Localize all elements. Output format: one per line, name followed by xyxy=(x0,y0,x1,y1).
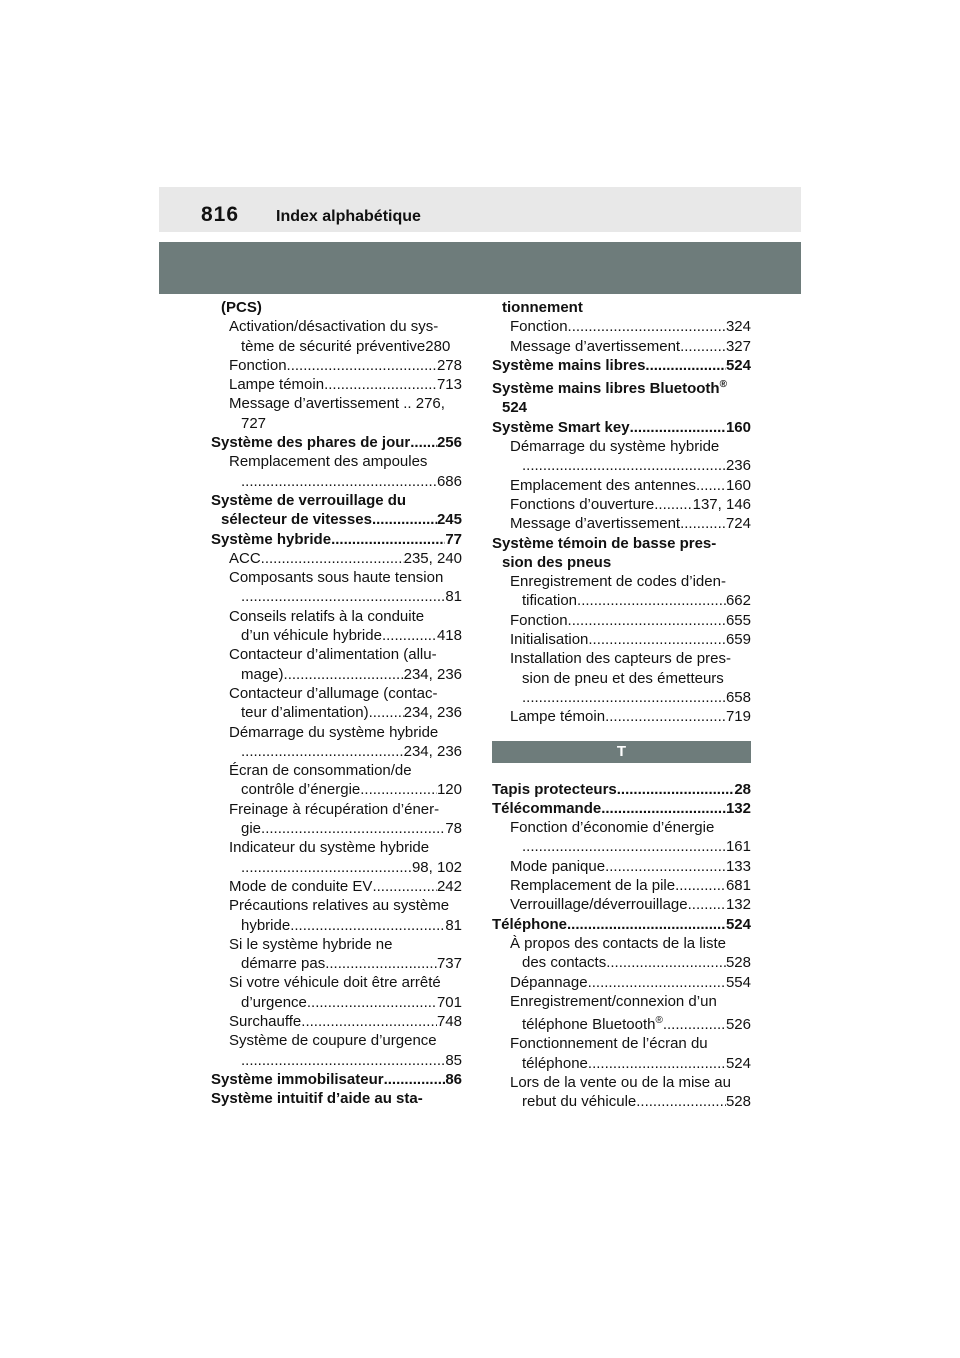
index-subentry-cont: ..... 161 xyxy=(492,837,751,856)
index-subentry-cont: d’un véhicule hybride ..... 418 xyxy=(211,626,462,645)
index-subentry: Remplacement des ampoules xyxy=(229,453,428,471)
index-entry: Système hybride ..... 77 xyxy=(211,530,462,549)
index-subentry-cont: ..... 81 xyxy=(211,587,462,606)
index-subentry-cont: sion de pneu et des émetteurs xyxy=(522,669,724,687)
index-entry: Téléphone ..... 524 xyxy=(492,915,751,934)
index-subentry: Message d’avertissement ..... 327 xyxy=(492,337,751,356)
index-subentry: Si votre véhicule doit être arrêté xyxy=(229,974,441,992)
index-subentry: Fonction ..... 324 xyxy=(492,317,751,336)
index-subentry-cont: 727 xyxy=(241,414,267,432)
index-entry: Système des phares de jour ..... 256 xyxy=(211,433,462,452)
index-subentry: Fonction d’économie d’énergie xyxy=(510,819,715,837)
index-entry-cont: 524 xyxy=(502,399,528,417)
index-entry-cont: sion des pneus xyxy=(502,553,612,571)
index-subentry-cont: ..... 98, 102 xyxy=(211,858,462,877)
index-subentry-cont: ..... 686 xyxy=(211,472,462,491)
page-header xyxy=(159,187,801,232)
index-subentry: Lampe témoin ..... 719 xyxy=(492,707,751,726)
page-number: 816 xyxy=(201,203,240,226)
index-entry: Télécommande ..... 132 xyxy=(492,799,751,818)
page-title: Index alphabétique xyxy=(276,208,421,225)
index-subentry: Emplacement des antennes ..... 160 xyxy=(492,476,751,495)
index-entry: Système de verrouillage du xyxy=(211,491,407,509)
index-subentry: Fonction ..... 278 xyxy=(211,356,462,375)
index-column-left xyxy=(211,298,462,1108)
index-subentry: Système de coupure d’urgence xyxy=(229,1032,437,1050)
index-entry: Système témoin de basse pres- xyxy=(492,534,717,552)
index-entry-cont: sélecteur de vitesses ..... 245 xyxy=(211,510,462,529)
index-subentry-cont: mage) ..... 234, 236 xyxy=(211,665,462,684)
index-subentry-cont: ..... 85 xyxy=(211,1051,462,1070)
index-subentry: Dépannage ..... 554 xyxy=(492,973,751,992)
index-subentry: Contacteur d’allumage (contac- xyxy=(229,684,438,702)
index-subentry: Fonction ..... 655 xyxy=(492,611,751,630)
registered-mark: ® xyxy=(655,1015,663,1027)
index-subentry: Écran de consommation/de xyxy=(229,762,412,780)
index-subentry: Composants sous haute tension xyxy=(229,569,444,587)
index-subentry: À propos des contacts de la liste xyxy=(510,934,726,952)
index-subentry: Surchauffe ..... 748 xyxy=(211,1012,462,1031)
index-subentry-cont: ..... 236 xyxy=(492,456,751,475)
index-subentry-cont: téléphone Bluetooth® ..... 526 xyxy=(492,1015,751,1034)
index-subentry-cont: d’urgence ..... 701 xyxy=(211,993,462,1012)
index-subentry-cont: téléphone ..... 524 xyxy=(492,1054,751,1073)
index-subentry-cont: rebut du véhicule ..... 528 xyxy=(492,1092,751,1111)
index-subentry: Enregistrement de codes d’iden- xyxy=(510,573,726,591)
index-subentry-cont: démarre pas ..... 737 xyxy=(211,954,462,973)
index-subentry-cont: tème de sécurité préventive280 xyxy=(241,337,451,355)
index-subentry-cont: des contacts ..... 528 xyxy=(492,953,751,972)
index-subentry: Message d’avertissement ..... 724 xyxy=(492,514,751,533)
index-subentry: Verrouillage/déverrouillage ..... 132 xyxy=(492,895,751,914)
index-subentry-cont: contrôle d’énergie ..... 120 xyxy=(211,780,462,799)
index-entry: (PCS) xyxy=(221,299,262,316)
index-entry: Système Smart key ..... 160 xyxy=(492,418,751,437)
index-entry: Tapis protecteurs ..... 28 xyxy=(492,780,751,799)
index-subentry: Message d’avertissement .. 276, xyxy=(229,395,445,413)
index-subentry: Activation/désactivation du sys- xyxy=(229,318,439,336)
index-subentry-cont: ..... 658 xyxy=(492,688,751,707)
index-entry: Système immobilisateur ..... 86 xyxy=(211,1070,462,1089)
index-entry: Système mains libres ..... 524 xyxy=(492,356,751,375)
index-subentry: Lampe témoin ..... 713 xyxy=(211,375,462,394)
index-subentry-cont: teur d’alimentation) ..... 234, 236 xyxy=(211,703,462,722)
index-subentry: Si le système hybride ne xyxy=(229,935,393,953)
registered-mark: ® xyxy=(719,379,727,391)
index-subentry: Remplacement de la pile ..... 681 xyxy=(492,876,751,895)
index-subentry: Précautions relatives au système xyxy=(229,897,450,915)
index-entry-cont: tionnement xyxy=(502,299,583,316)
index-subentry: ACC ..... 235, 240 xyxy=(211,549,462,568)
index-subentry: Mode panique ..... 133 xyxy=(492,857,751,876)
index-subentry: Enregistrement/connexion d’un xyxy=(510,992,717,1010)
index-subentry: Fonctionnement de l’écran du xyxy=(510,1035,708,1053)
index-subentry: Freinage à récupération d’éner- xyxy=(229,800,440,818)
header-band xyxy=(159,242,801,294)
index-subentry-cont: tification ..... 662 xyxy=(492,591,751,610)
index-subentry: Mode de conduite EV ..... 242 xyxy=(211,877,462,896)
index-subentry: Installation des capteurs de pres- xyxy=(510,650,731,668)
index-subentry: Initialisation ..... 659 xyxy=(492,630,751,649)
index-subentry: Contacteur d’alimentation (allu- xyxy=(229,646,437,664)
index-subentry-cont: ..... 234, 236 xyxy=(211,742,462,761)
index-subentry: Démarrage du système hybride xyxy=(229,723,439,741)
index-subentry: Démarrage du système hybride xyxy=(510,438,720,456)
index-subentry: Indicateur du système hybride xyxy=(229,839,430,857)
index-entry: Système intuitif d’aide au sta- xyxy=(211,1090,423,1108)
index-subentry: Lors de la vente ou de la mise au xyxy=(510,1073,731,1091)
index-subentry: Conseils relatifs à la conduite xyxy=(229,607,425,625)
section-letter-bar: T xyxy=(492,741,751,763)
index-column-right xyxy=(492,298,751,1112)
index-subentry: Fonctions d’ouverture ..... 137, 146 xyxy=(492,495,751,514)
index-subentry-cont: hybride ..... 81 xyxy=(211,916,462,935)
index-entry: Système mains libres Bluetooth® xyxy=(492,379,727,398)
index-subentry-cont: gie ..... 78 xyxy=(211,819,462,838)
